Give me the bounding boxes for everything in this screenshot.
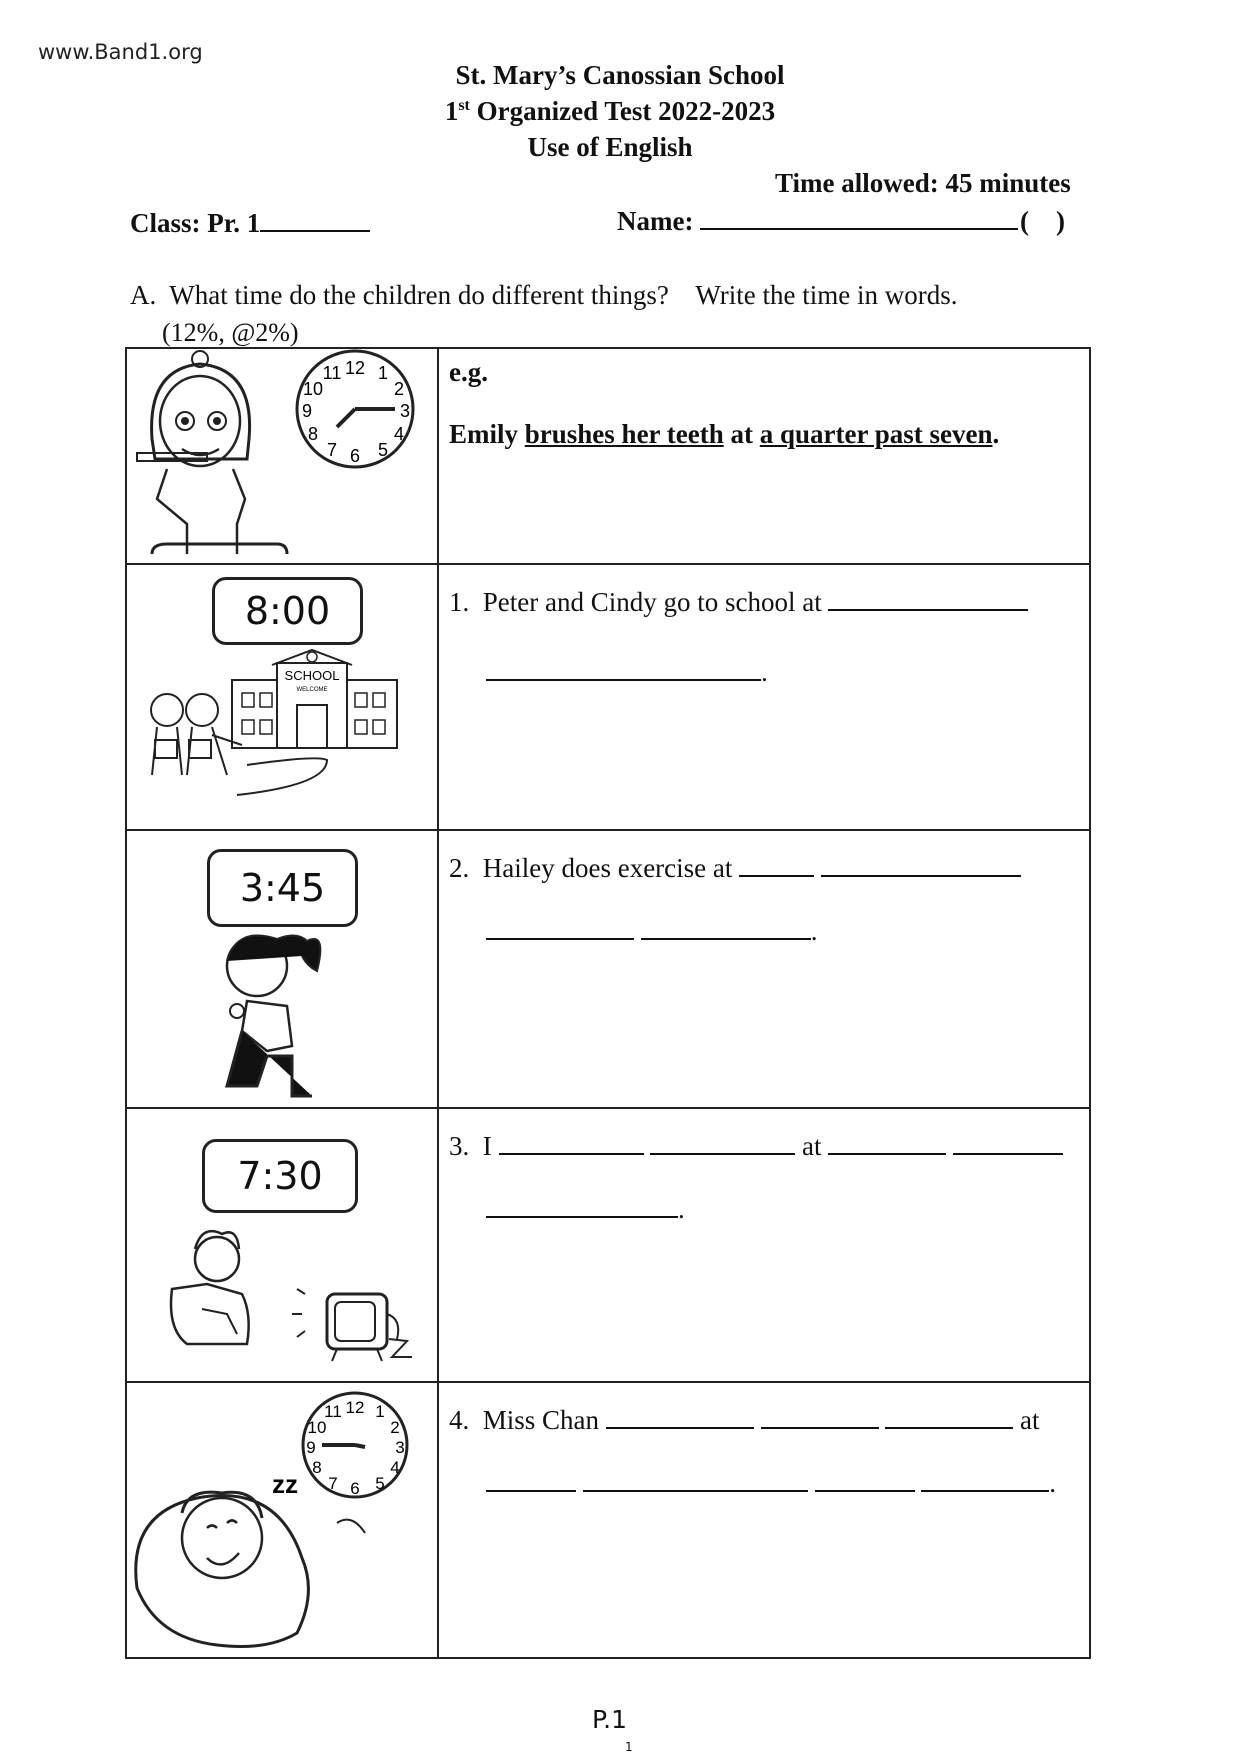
clock-number: 3 bbox=[399, 401, 411, 421]
digital-clock-8-00: 8:00 bbox=[212, 577, 363, 645]
example-label: e.g. bbox=[449, 357, 488, 387]
q2-sentence bbox=[449, 853, 1021, 884]
q1-blank-2[interactable] bbox=[486, 657, 761, 681]
digital-clock-7-30: 7:30 bbox=[202, 1139, 358, 1213]
section-a-instruction: A. What time do the children do different things? Write the time in words. bbox=[130, 280, 958, 310]
clock-number: 12 bbox=[345, 1398, 365, 1417]
q1-text: Peter and Cindy go to school at bbox=[482, 587, 822, 617]
example-at: at bbox=[723, 419, 760, 449]
q1-period: . bbox=[761, 657, 768, 687]
q1-text-cell bbox=[438, 564, 1090, 830]
clock-number: 9 bbox=[301, 401, 313, 421]
name-field bbox=[617, 206, 1018, 237]
q4-blank-4[interactable] bbox=[486, 1468, 576, 1492]
test-title-rest: Organized Test 2022-2023 bbox=[469, 96, 776, 126]
q3-number: 3. bbox=[449, 1131, 470, 1161]
q3-blank-4[interactable] bbox=[953, 1131, 1063, 1155]
example-activity: brushes her teeth bbox=[524, 419, 724, 449]
section-a-marks: (12%, @2%) bbox=[162, 318, 299, 347]
q3-at: at bbox=[802, 1131, 822, 1161]
school-building-icon bbox=[127, 565, 437, 829]
q4-blank-2[interactable] bbox=[761, 1405, 879, 1429]
q3-blank-2[interactable] bbox=[650, 1131, 795, 1155]
clock-number: 8 bbox=[307, 424, 319, 444]
name-label: Name: bbox=[617, 206, 694, 236]
clock-number: 4 bbox=[393, 424, 405, 444]
clock-number: 11 bbox=[322, 363, 342, 383]
clock-number: 7 bbox=[326, 440, 338, 460]
q2-text: Hailey does exercise at bbox=[482, 853, 733, 883]
clock-number: 6 bbox=[349, 446, 361, 466]
school-name: St. Mary’s Canossian School bbox=[455, 60, 785, 90]
q4-line-2 bbox=[486, 1468, 1056, 1499]
q4-picture-cell bbox=[126, 1382, 438, 1658]
page-number: P.1 bbox=[592, 1705, 628, 1734]
school-sign: SCHOOL bbox=[284, 668, 340, 683]
example-time: a quarter past seven bbox=[759, 419, 993, 449]
q3-sentence bbox=[449, 1131, 1063, 1162]
q4-blank-5[interactable] bbox=[583, 1468, 808, 1492]
q4-at: at bbox=[1020, 1405, 1040, 1435]
clock-number: 6 bbox=[350, 1479, 360, 1498]
q2-blank-3[interactable] bbox=[486, 916, 634, 940]
q2-blank-4[interactable] bbox=[641, 916, 811, 940]
example-text-cell bbox=[438, 348, 1090, 564]
girl-brushing-teeth-icon bbox=[127, 349, 437, 563]
q4-sentence bbox=[449, 1405, 1040, 1436]
q2-text-cell bbox=[438, 830, 1090, 1108]
q1-number: 1. bbox=[449, 587, 470, 617]
q3-picture-cell bbox=[126, 1108, 438, 1382]
class-number-paren[interactable]: ( ) bbox=[1020, 206, 1065, 236]
class-field bbox=[130, 208, 370, 239]
page-number-small: 1 bbox=[625, 1740, 633, 1754]
clock-number: 8 bbox=[312, 1458, 322, 1477]
sleep-z-text: zz bbox=[272, 1469, 298, 1499]
q2-blank-1[interactable] bbox=[739, 853, 814, 877]
q3-blank-1[interactable] bbox=[499, 1131, 644, 1155]
time-allowed: Time allowed: 45 minutes bbox=[775, 168, 1071, 198]
q4-text: Miss Chan bbox=[482, 1405, 600, 1435]
example-sentence bbox=[449, 419, 999, 450]
q2-number: 2. bbox=[449, 853, 470, 883]
example-subject: Emily bbox=[449, 419, 525, 449]
q1-blank-1[interactable] bbox=[828, 587, 1028, 611]
clock-number: 1 bbox=[377, 363, 389, 383]
q1-sentence bbox=[449, 587, 1028, 618]
name-blank[interactable] bbox=[700, 208, 1018, 230]
q1-picture-cell bbox=[126, 564, 438, 830]
clock-number: 10 bbox=[302, 379, 324, 399]
example-picture-cell bbox=[126, 348, 438, 564]
watermark: www.Band1.org bbox=[38, 40, 203, 64]
q3-line-2 bbox=[486, 1194, 685, 1225]
table-row bbox=[126, 1108, 1090, 1382]
q2-picture-cell bbox=[126, 830, 438, 1108]
q3-text: I bbox=[482, 1131, 492, 1161]
q4-text-cell bbox=[438, 1382, 1090, 1658]
q4-number: 4. bbox=[449, 1405, 470, 1435]
clock-number: 9 bbox=[306, 1438, 316, 1457]
clock-number: 3 bbox=[395, 1438, 405, 1457]
boy-watching-tv-icon bbox=[127, 1109, 437, 1381]
q3-blank-3[interactable] bbox=[828, 1131, 946, 1155]
q4-blank-6[interactable] bbox=[815, 1468, 915, 1492]
q4-blank-1[interactable] bbox=[606, 1405, 754, 1429]
table-row bbox=[126, 1382, 1090, 1658]
q3-period: . bbox=[678, 1194, 685, 1224]
digital-clock-3-45: 3:45 bbox=[207, 849, 358, 927]
class-label: Class: Pr. 1 bbox=[130, 208, 261, 238]
girl-running-icon bbox=[127, 831, 437, 1107]
clock-number: 2 bbox=[393, 379, 405, 399]
q3-text-cell bbox=[438, 1108, 1090, 1382]
test-title bbox=[60, 96, 1160, 127]
q2-period: . bbox=[810, 916, 818, 946]
class-blank[interactable] bbox=[260, 210, 370, 232]
test-ordinal-num: 1 bbox=[444, 96, 459, 126]
clock-number: 5 bbox=[377, 440, 389, 460]
clock-number: 2 bbox=[390, 1418, 400, 1437]
clock-number: 5 bbox=[375, 1474, 385, 1493]
example-period: . bbox=[992, 419, 1000, 449]
q2-blank-2[interactable] bbox=[821, 853, 1021, 877]
worksheet-table bbox=[125, 347, 1091, 1659]
q2-line-2 bbox=[486, 916, 818, 947]
clock-number: 10 bbox=[307, 1418, 327, 1437]
q4-blank-7[interactable] bbox=[921, 1468, 1049, 1492]
table-row bbox=[126, 348, 1090, 564]
q4-period: . bbox=[1049, 1468, 1056, 1498]
clock-number: 12 bbox=[344, 358, 366, 378]
subject-title: Use of English bbox=[527, 132, 693, 162]
q1-line-2 bbox=[486, 657, 768, 688]
table-row bbox=[126, 564, 1090, 830]
table-row bbox=[126, 830, 1090, 1108]
school-welcome: WELCOME bbox=[296, 687, 328, 693]
clock-number: 4 bbox=[390, 1458, 400, 1477]
q4-blank-3[interactable] bbox=[885, 1405, 1013, 1429]
teacher-sleeping-icon bbox=[127, 1383, 437, 1657]
q3-blank-5[interactable] bbox=[486, 1194, 678, 1218]
clock-number: 1 bbox=[375, 1402, 385, 1421]
clock-number: 11 bbox=[324, 1402, 342, 1421]
clock-number: 7 bbox=[328, 1474, 338, 1493]
test-ordinal-sup: st bbox=[458, 97, 470, 114]
